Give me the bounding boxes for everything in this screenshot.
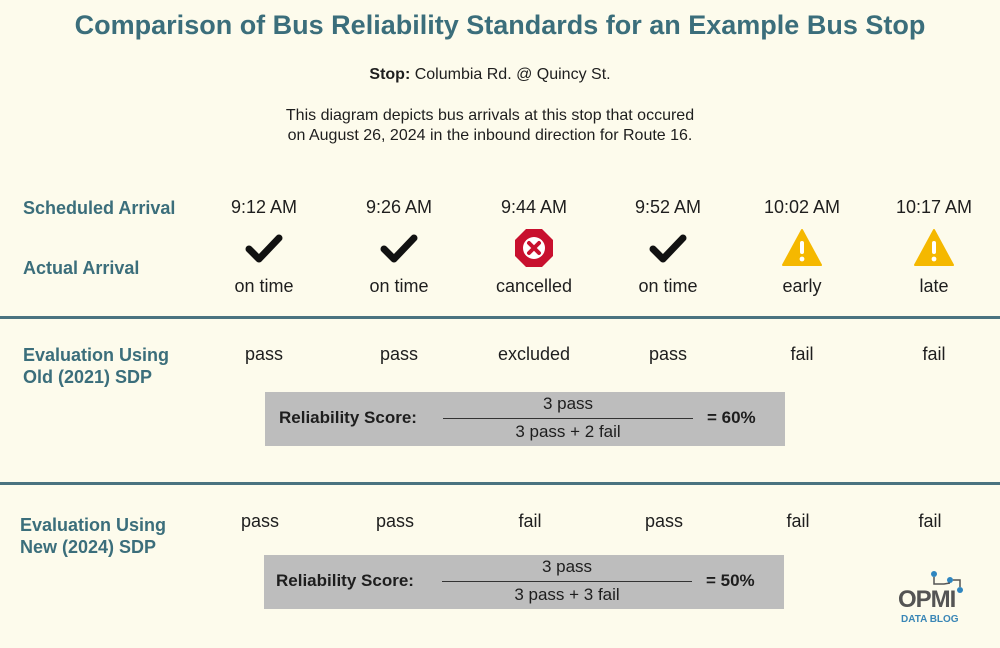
fraction-bar [443, 418, 693, 419]
new-eval-label [20, 514, 166, 558]
new-eval-label-line-1: Evaluation Using [20, 515, 167, 535]
old-eval-label-line-1: Evaluation Using [23, 345, 170, 365]
old-eval-label [23, 344, 169, 388]
old-eval-label-line-2: Old (2021) SDP [23, 367, 153, 387]
arrival-status: cancelled [495, 276, 573, 296]
old-eval-result: fail [922, 344, 946, 364]
check-icon [244, 228, 284, 273]
opmi-logo [898, 570, 970, 630]
scheduled-arrival-label: Scheduled Arrival [23, 198, 176, 218]
actual-arrival-label: Actual Arrival [23, 258, 140, 278]
new-eval-result: fail [786, 511, 810, 531]
description-line-1: This diagram depicts bus arrivals at this stop that occured [285, 107, 695, 124]
check-icon [648, 228, 688, 273]
scheduled-time: 10:17 AM [895, 197, 973, 217]
new-reliability-score [264, 555, 784, 609]
new-eval-result: pass [644, 511, 684, 531]
score-label: Reliability Score: [276, 571, 414, 590]
description [0, 106, 980, 146]
scheduled-time: 10:02 AM [763, 197, 841, 217]
new-eval-result: pass [375, 511, 415, 531]
warning-icon [914, 228, 954, 273]
page-title: Comparison of Bus Reliability Standards for an Example Bus Stop [74, 10, 926, 40]
scheduled-time: 9:12 AM [230, 197, 298, 217]
new-eval-result: fail [518, 511, 542, 531]
old-eval-result: excluded [497, 344, 571, 364]
arrival-status: on time [234, 276, 294, 296]
old-reliability-score [265, 392, 785, 446]
scheduled-time: 9:26 AM [365, 197, 433, 217]
divider [0, 316, 1000, 319]
logo-text: OPMI [898, 586, 956, 613]
score-numerator: 3 pass [542, 394, 594, 413]
score-result: = 60% [707, 408, 756, 427]
warning-icon [782, 228, 822, 273]
arrival-status: on time [638, 276, 698, 296]
score-result: = 50% [706, 571, 755, 590]
new-eval-result: pass [240, 511, 280, 531]
new-eval-result: fail [918, 511, 942, 531]
old-eval-result: fail [790, 344, 814, 364]
logo-subtext: DATA BLOG [901, 614, 959, 625]
stop-value: Columbia Rd. @ Quincy St. [414, 66, 611, 83]
score-label: Reliability Score: [279, 408, 417, 427]
old-eval-result: pass [648, 344, 688, 364]
arrival-status: on time [369, 276, 429, 296]
fraction-bar [442, 581, 692, 582]
scheduled-time: 9:44 AM [500, 197, 568, 217]
arrival-status: early [782, 276, 822, 296]
divider [0, 482, 1000, 485]
score-denominator: 3 pass + 2 fail [515, 422, 621, 441]
score-denominator: 3 pass + 3 fail [514, 585, 620, 604]
description-line-2: on August 26, 2024 in the inbound direction for Route 16. [287, 127, 693, 144]
new-eval-label-line-2: New (2024) SDP [20, 537, 157, 557]
stop-label: Stop: [369, 66, 411, 83]
cancel-icon [514, 228, 554, 273]
check-icon [379, 228, 419, 273]
stop-line [0, 66, 980, 84]
scheduled-time: 9:52 AM [634, 197, 702, 217]
old-eval-result: pass [244, 344, 284, 364]
arrival-status: late [919, 276, 949, 296]
old-eval-result: pass [379, 344, 419, 364]
score-numerator: 3 pass [541, 557, 593, 576]
